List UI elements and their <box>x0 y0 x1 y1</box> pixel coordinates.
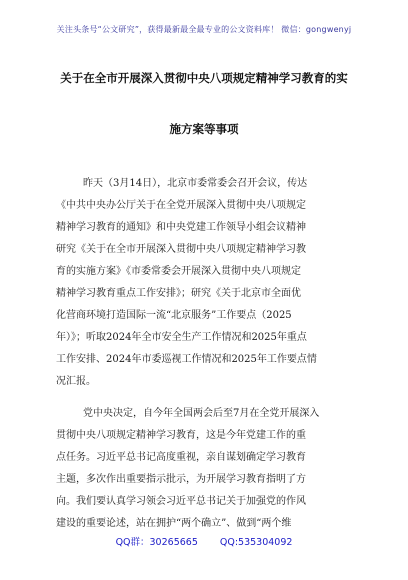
paragraph-1-line-4: 研究《关于在全市开展深入贯彻中央八项规定精神学习教 <box>56 244 306 255</box>
paragraph-2-line-4: 主题，多次作出重要指示批示，为开展学习教育指明了方 <box>56 474 306 485</box>
footer-qq-number: QQ:535304092 <box>219 537 293 548</box>
header-promo-note: 关注头条号“公文研究”，获得最新最全最专业的公文资料库！ 微信：gongwenyj <box>56 25 352 34</box>
footer-qq-group: QQ群：30265665 <box>115 537 198 548</box>
paragraph-1-line-6: 精神学习教育重点工作安排》；研究《关于北京市全面优 <box>56 288 301 299</box>
footer-contact <box>0 534 408 548</box>
paragraph-2-line-1: 党中央决定，自今年全国两会后至7月在全党开展深入 <box>83 408 320 419</box>
paragraph-2-line-6: 建设的重要论述，站在拥护“两个确立”、做到“两个维 <box>56 518 292 529</box>
paragraph-1-line-2: 《中共中央办公厅关于在全党开展深入贯彻中央八项规定 <box>56 200 306 211</box>
paragraph-1-line-3: 精神学习教育的通知》和中央党建工作领导小组会议精神 <box>56 222 306 233</box>
paragraph-1-line-5: 育的实施方案》《市委常委会开展深入贯彻中央八项规定 <box>56 266 301 277</box>
paragraph-2-line-3: 点任务。习近平总书记高度重视，亲自谋划确定学习教育 <box>56 452 306 463</box>
document-title-line-2: 施方案等事项 <box>169 122 239 136</box>
paragraph-2-line-5: 向。我们要认真学习领会习近平总书记关于加强党的作风 <box>56 496 306 507</box>
paragraph-1-line-8: 年）》；听取2024年全市安全生产工作情况和2025年重点 <box>56 332 307 343</box>
paragraph-1-line-9: 工作安排、2024年市委巡视工作情况和2025年工作要点情 <box>56 354 317 365</box>
paragraph-2-line-2: 贯彻中央八项规定精神学习教育，这是今年党建工作的重 <box>56 430 306 441</box>
paragraph-1-line-10: 况汇报。 <box>56 376 96 387</box>
paragraph-1-line-1: 昨天（3月14日），北京市委常委会召开会议，传达 <box>83 178 308 189</box>
document-title-line-1: 关于在全市开展深入贯彻中央八项规定精神学习教育的实 <box>60 71 348 85</box>
paragraph-1-line-7: 化营商环境打造国际一流“北京服务”工作要点（2025 <box>56 310 292 321</box>
